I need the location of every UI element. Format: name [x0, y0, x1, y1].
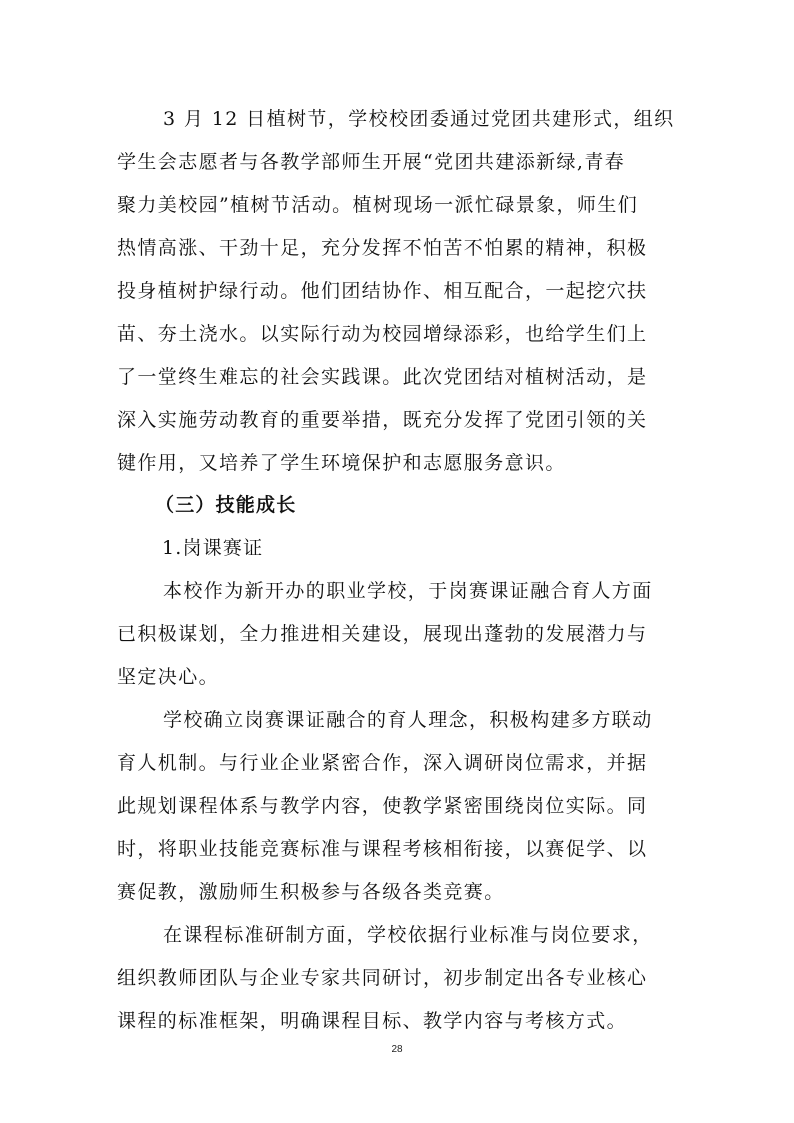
paragraph-line: 学校确立岗赛课证融合的育人理念，积极构建多方联动 [163, 709, 653, 731]
paragraph-line: 苗、夯土浇水。以实际行动为校园增绿添彩，也给学生们上 [117, 323, 648, 345]
paragraph-line: 课程的标准框架，明确课程目标、教学内容与考核方式。 [117, 1010, 628, 1032]
paragraph-line: 投身植树护绿行动。他们团结协作、相互配合，一起挖穴扶 [117, 280, 648, 302]
paragraph-line: 键作用，又培养了学生环境保护和志愿服务意识。 [117, 452, 566, 474]
paragraph-line: 学生会志愿者与各教学部师生开展“党团共建添新绿,青春 [117, 151, 626, 173]
paragraph-line: 育人机制。与行业企业紧密合作，深入调研岗位需求，并据 [117, 752, 648, 774]
paragraph-line: 已积极谋划，全力推进相关建设，展现出蓬勃的发展潜力与 [117, 623, 648, 645]
paragraph-line: 在课程标准研制方面，学校依据行业标准与岗位要求， [163, 924, 653, 946]
section-heading: （三）技能成长 [155, 494, 297, 516]
paragraph-line: 热情高涨、干劲十足，充分发挥不怕苦不怕累的精神，积极 [117, 237, 648, 259]
paragraph-line: 了一堂终生难忘的社会实践课。此次党团结对植树活动，是 [117, 366, 648, 388]
paragraph-line: 时，将职业技能竞赛标准与课程考核相衔接，以赛促学、以 [117, 838, 648, 860]
paragraph-line: 赛促教，激励师生积极参与各级各类竞赛。 [117, 881, 505, 903]
paragraph-line: 此规划课程体系与教学内容，使教学紧密围绕岗位实际。同 [117, 795, 648, 817]
subsection-heading: 1.岗课赛证 [162, 537, 264, 559]
paragraph-line: 坚定决心。 [117, 666, 220, 688]
paragraph-line: 深入实施劳动教育的重要举措，既充分发挥了党团引领的关 [117, 409, 648, 431]
paragraph-line: 3 月 12 日植树节，学校校团委通过党团共建形式，组织 [163, 108, 675, 130]
paragraph-line: 组织教师团队与企业专家共同研讨，初步制定出各专业核心 [117, 967, 648, 989]
paragraph-line: 聚力美校园”植树节活动。植树现场一派忙碌景象，师生们 [117, 194, 639, 216]
paragraph-line: 本校作为新开办的职业学校，于岗赛课证融合育人方面 [163, 580, 653, 602]
page-number: 28 [391, 1044, 403, 1055]
